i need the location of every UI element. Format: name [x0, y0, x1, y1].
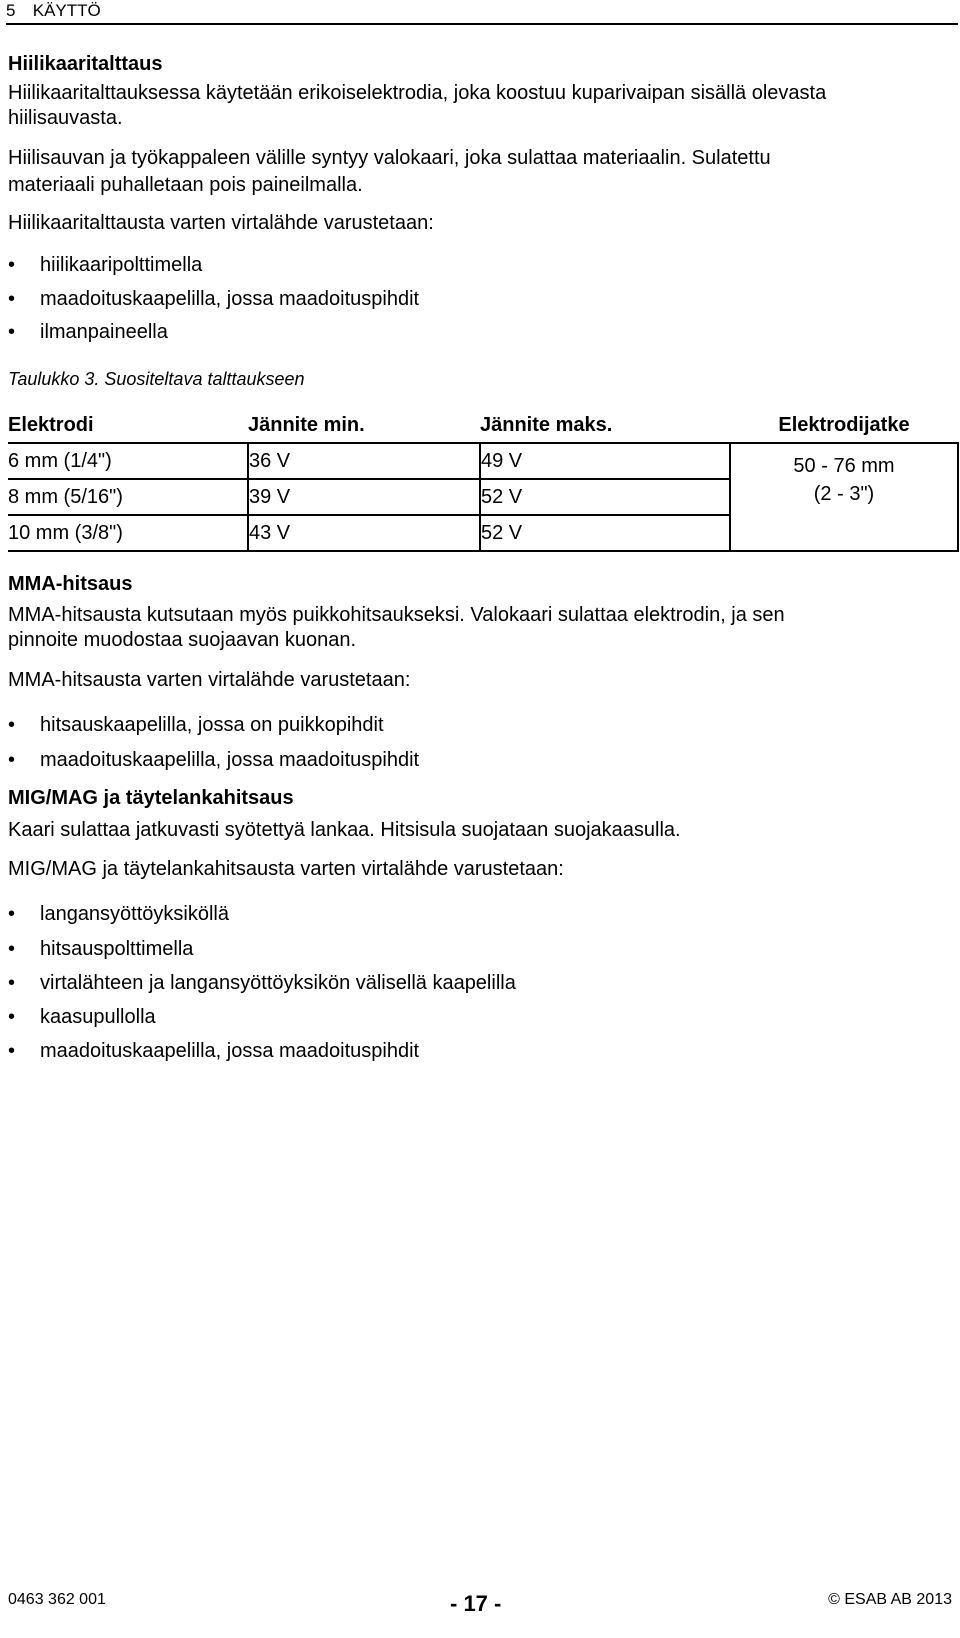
column-header: Elektrodijatke	[730, 408, 958, 443]
table-cell: 52 V	[480, 515, 730, 551]
section-heading-mma: MMA-hitsaus	[8, 573, 133, 595]
page-number: - 17 -	[450, 1591, 502, 1616]
gouging-table	[8, 408, 959, 552]
table-cell: 39 V	[248, 479, 480, 515]
table-cell: 43 V	[248, 515, 480, 551]
paragraph: Hiilikaaritalttauksessa käytetään erikoiselektrodia, joka koostuu kuparivaipan sisällä olevasta	[8, 82, 827, 104]
section-title: KÄYTTÖ	[32, 1, 101, 20]
section-heading-carbon: Hiilikaaritalttaus	[8, 53, 163, 75]
column-header: Jännite maks.	[480, 408, 730, 443]
paragraph: Hiilikaaritalttausta varten virtalähde varustetaan:	[8, 212, 434, 234]
section-number: 5	[6, 1, 16, 20]
bullet-icon: •	[8, 938, 16, 960]
document-number: 0463 362 001	[8, 1591, 106, 1608]
bullet-icon: •	[8, 903, 16, 925]
table-header-row	[8, 408, 958, 443]
extension-value: 50 - 76 mm	[793, 455, 895, 477]
table-row	[8, 443, 958, 479]
bullet-icon: •	[8, 321, 16, 343]
paragraph: materiaali puhalletaan pois paineilmalla.	[8, 174, 363, 196]
paragraph: MIG/MAG ja täytelankahitsausta varten virtalähde varustetaan:	[8, 858, 564, 880]
extension-cell	[730, 443, 958, 551]
paragraph: MMA-hitsausta varten virtalähde varustetaan:	[8, 669, 411, 691]
table-cell: 49 V	[480, 443, 730, 479]
paragraph: Hiilisauvan ja työkappaleen välille syntyy valokaari, joka sulattaa materiaalin. Sulatettu	[8, 147, 771, 169]
column-header: Elektrodi	[8, 408, 248, 443]
paragraph: Kaari sulattaa jatkuvasti syötettyä lankaa. Hitsisula suojataan suojakaasulla.	[8, 819, 681, 841]
table-cell: 6 mm (1/4")	[8, 443, 248, 479]
bullet-icon: •	[8, 1006, 16, 1028]
bullet-icon: •	[8, 749, 16, 771]
manual-page: 5 KÄYTTÖ Hiilikaaritalttaus Hiilikaaritalttauksessa käytetään erikoiselektrodia, joka koostuu kuparivaipan sisällä olevasta hiilisauvasta. Hiilisauvan ja työkappaleen välille syntyy valokaari, joka sulattaa materiaalin. Sulatettu materiaali puhalletaan pois paineilmalla. Hiilikaaritalttausta varten virtalähde varustetaan: • hiilikaaripolttimella • maadoituskaapelilla, jossa maadoituspihdit • ilmanpaineella Taulukko 3. Suositeltava talttaukseen Elektrodi Jännite min. Jännite maks. Elektrodijatke 6 mm (1/4") 36 V 49 V 50 - 76 mm (2 - 3") 8 mm (5/16") 39 V 52 V 10 mm (3/8") 43 V 52 V MMA-hitsaus MMA-hitsausta kutsutaan myös puikkohitsaukseksi. Valokaari sulattaa elektrodin, ja sen pinnoite muodostaa suojaavan kuonan. MMA-hitsausta varten virtalähde varustetaan: • hitsauskaapelilla, jossa on puikkopihdit • maadoituskaapelilla, jossa maadoituspihdit MIG/MAG ja täytelankahitsaus Kaari sulattaa jatkuvasti syötettyä lankaa. Hitsisula suojataan suojakaasulla. MIG/MAG ja täytelankahitsausta varten virtalähde varustetaan: • langansyöttöyksiköllä • hitsauspolttimella • virtalähteen ja langansyöttöyksikön välisellä kaapelilla • kaasupullolla • maadoituskaapelilla, jossa maadoituspihdit 0463 362 001 - 17 - © ESAB AB 2013	[0, 0, 960, 1638]
table-cell: 36 V	[248, 443, 480, 479]
bullet-icon: •	[8, 714, 16, 736]
table-cell: 52 V	[480, 479, 730, 515]
column-header: Jännite min.	[248, 408, 480, 443]
copyright: © ESAB AB 2013	[828, 1591, 952, 1608]
paragraph: hiilisauvasta.	[8, 107, 123, 129]
table-cell: 10 mm (3/8")	[8, 515, 248, 551]
table-cell: 8 mm (5/16")	[8, 479, 248, 515]
bullet-icon: •	[8, 972, 16, 994]
bullet-icon: •	[8, 288, 16, 310]
table-caption: Taulukko 3. Suositeltava talttaukseen	[8, 369, 305, 389]
paragraph: MMA-hitsausta kutsutaan myös puikkohitsaukseksi. Valokaari sulattaa elektrodin, ja sen	[8, 604, 785, 626]
bullet-icon: •	[8, 254, 16, 276]
running-header	[6, 1, 958, 25]
paragraph: pinnoite muodostaa suojaavan kuonan.	[8, 629, 357, 651]
section-heading-mig: MIG/MAG ja täytelankahitsaus	[8, 787, 294, 809]
extension-value-inch: (2 - 3")	[813, 483, 875, 505]
bullet-icon: •	[8, 1040, 16, 1062]
